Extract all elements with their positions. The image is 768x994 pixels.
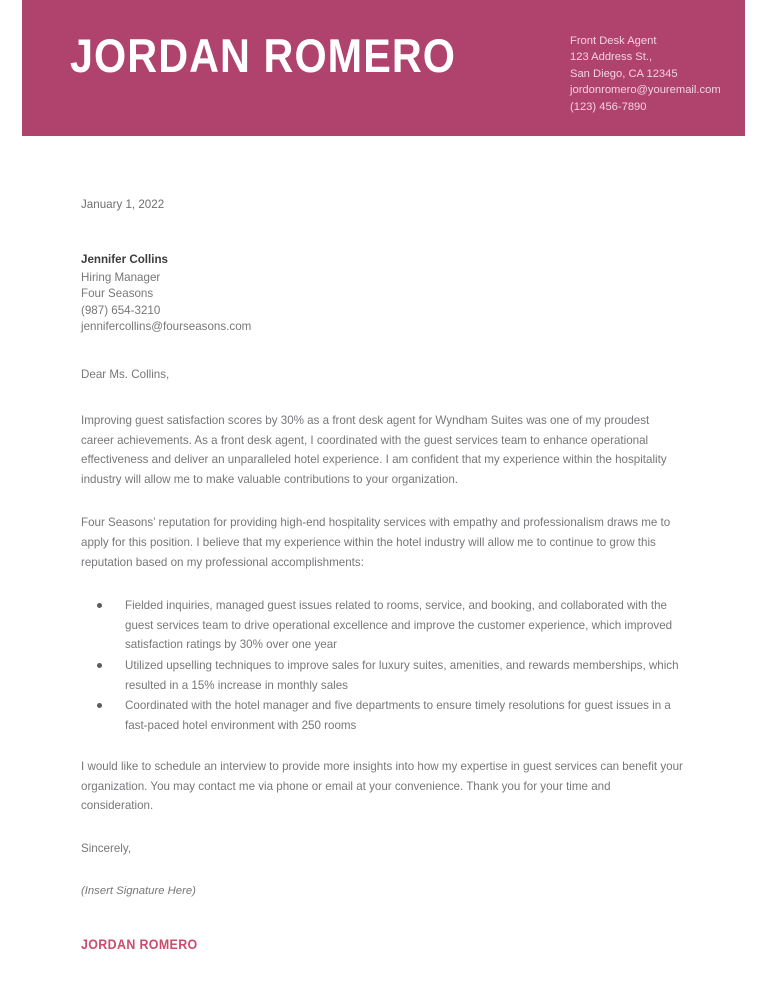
recipient-email: jennifercollins@fourseasons.com <box>81 320 252 334</box>
applicant-email: jordonromero@youremail.com <box>570 84 721 97</box>
letter-paragraph-1: Improving guest satisfaction scores by 30% as a front desk agent for Wyndham Suites was one of my proudest career achievements. As a front desk agent, I coordinated with the guest services team to enhance operational effectiveness and deliver an unparalleled hotel experience. I am confident that my experience within the hospitality industry will allow me to make valuable contributions to your organization. <box>81 413 667 486</box>
list-item-text: Fielded inquiries, managed guest issues related to rooms, service, and booking, and collaborated with the guest services team to drive operational excellence and improve the customer experience, which improved satisfaction ratings by 30% over one year <box>125 599 673 652</box>
applicant-contact-block <box>570 33 721 115</box>
header-banner <box>22 0 745 136</box>
list-item <box>81 596 685 655</box>
bullet-dot-icon <box>97 603 102 608</box>
recipient-block <box>81 252 685 336</box>
bullet-dot-icon <box>97 703 102 708</box>
signature-name: JORDAN ROMERO <box>81 937 198 953</box>
applicant-job-title: Front Desk Agent <box>570 35 657 47</box>
applicant-street-address: 123 Address St., <box>570 51 653 64</box>
list-item <box>81 656 685 695</box>
bullet-dot-icon <box>97 663 102 668</box>
letter-sign-off: Sincerely, <box>81 842 132 856</box>
letter-date: January 1, 2022 <box>81 198 165 211</box>
signature-placeholder: (Insert Signature Here) <box>81 885 196 898</box>
recipient-name: Jennifer Collins <box>81 253 168 266</box>
list-item-text: Utilized upselling techniques to improve sales for luxury suites, amenities, and rewards memberships, which resulted in a 15% increase in monthly sales <box>125 658 679 692</box>
applicant-name-heading: JORDAN ROMERO <box>70 29 456 82</box>
letter-body <box>81 196 685 954</box>
applicant-city-state-zip: San Diego, CA 12345 <box>570 67 678 80</box>
letter-closing-paragraph: I would like to schedule an interview to provide more insights into how my expertise in guest services can benefit your organization. You may contact me via phone or email at your convenience. Thank you for your time and consideration. <box>81 760 683 813</box>
letter-paragraph-2: Four Seasons’ reputation for providing high-end hospitality services with empathy and professionalism draws me to apply for this position. I believe that my experience within the hotel industry will allow me to continue to grow this reputation based on my professional accomplishments: <box>81 516 671 569</box>
letter-salutation: Dear Ms. Collins, <box>81 367 170 381</box>
recipient-company: Four Seasons <box>81 287 154 301</box>
recipient-phone: (987) 654-3210 <box>81 303 161 317</box>
list-item <box>81 696 685 735</box>
recipient-title: Hiring Manager <box>81 270 161 284</box>
list-item-text: Coordinated with the hotel manager and five departments to ensure timely resolutions for guest issues in a fast-paced hotel environment with 250 rooms <box>125 699 671 732</box>
applicant-phone: (123) 456-7890 <box>570 100 647 113</box>
accomplishments-list <box>81 596 685 735</box>
